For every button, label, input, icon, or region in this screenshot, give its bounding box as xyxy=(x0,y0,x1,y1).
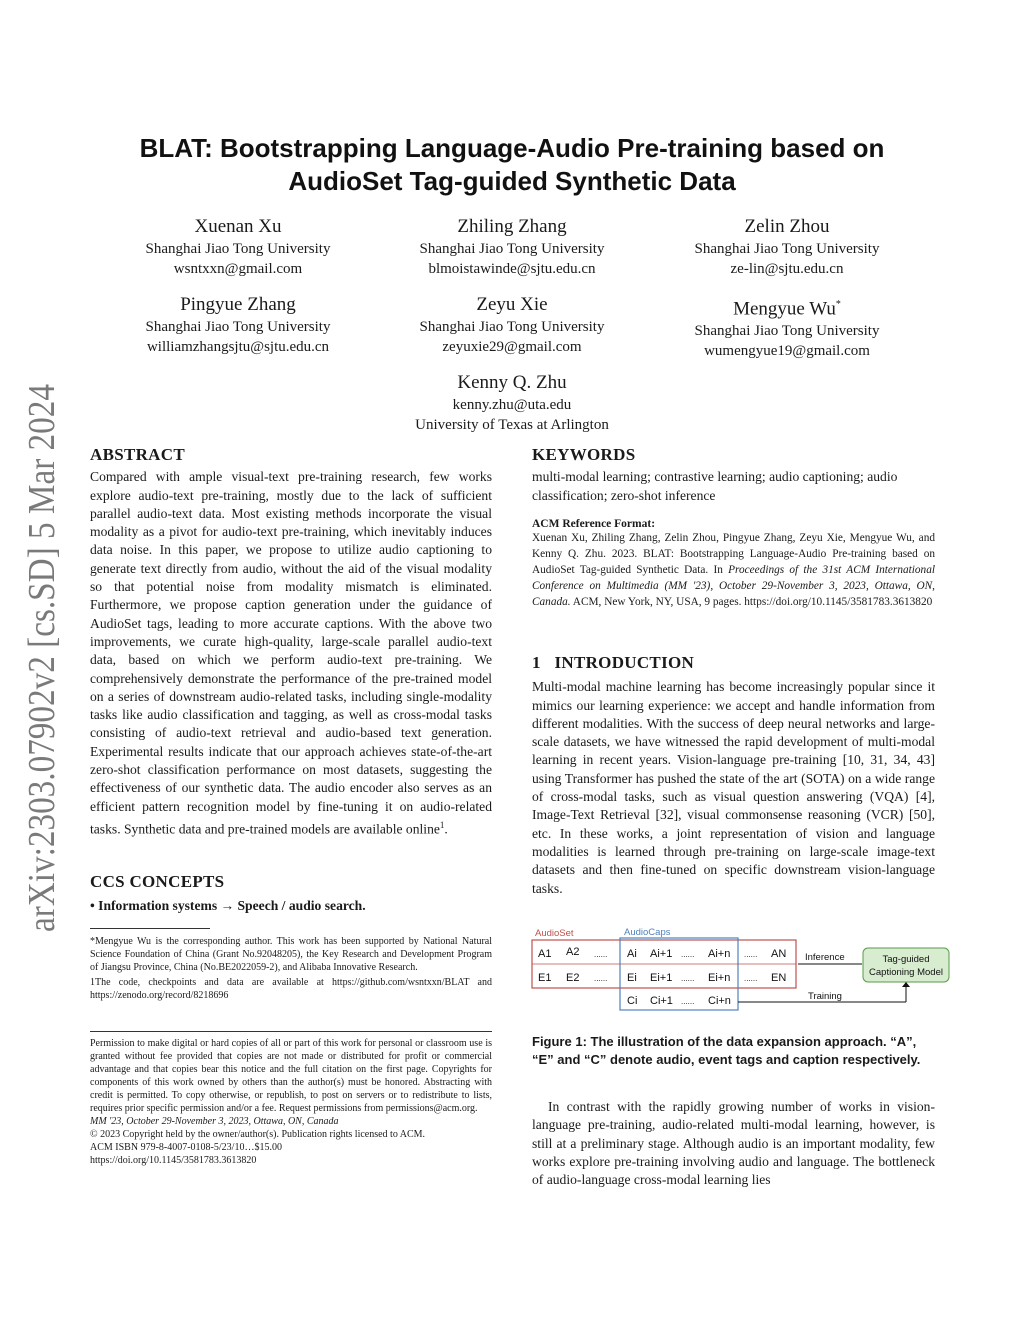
ellipsis: ...... xyxy=(681,950,695,959)
author-email[interactable]: zeyuxie29@gmail.com xyxy=(442,339,582,355)
abstract-heading: ABSTRACT xyxy=(90,445,185,464)
intro-heading: INTRODUCTION xyxy=(554,653,695,672)
event-cell: E1 xyxy=(538,972,552,984)
corresponding-marker: * xyxy=(835,299,841,310)
author-block xyxy=(88,215,388,279)
ref-text xyxy=(532,530,935,610)
ellipsis: ...... xyxy=(594,974,608,983)
figure-1-diagram xyxy=(530,924,960,1016)
keywords-heading: KEYWORDS xyxy=(532,445,636,464)
author-email[interactable]: wsntxxn@gmail.com xyxy=(173,261,303,277)
audio-cell: A2 xyxy=(566,946,580,958)
author-email[interactable]: wumengyue19@gmail.com xyxy=(704,343,870,360)
caption-row xyxy=(627,995,731,1007)
permission-block xyxy=(90,1037,492,1167)
ellipsis: ...... xyxy=(744,950,758,959)
author-affiliation: University of Texas at Arlington xyxy=(415,417,609,433)
event-cell: Ei xyxy=(627,972,637,984)
author-email[interactable]: kenny.zhu@uta.edu xyxy=(452,397,572,413)
bullet-icon: • xyxy=(90,898,95,914)
doi-link[interactable]: https://doi.org/10.1145/3581783.3613820 xyxy=(90,1155,257,1166)
footnote-code: 1The code, checkpoints and data are available at https://github.com/wsntxxn/BLAT and https://zenodo.org/record/8218696 xyxy=(90,977,492,1001)
ccs-section xyxy=(90,873,492,916)
inference-label: Inference xyxy=(805,952,845,963)
audiocaps-label: AudioCaps xyxy=(624,927,671,938)
author-block xyxy=(88,293,388,357)
arxiv-stamp xyxy=(10,380,70,940)
copyright-line: © 2023 Copyright held by the owner/author(s). Publication rights licensed to ACM. xyxy=(90,1129,426,1140)
arrow-head-icon xyxy=(902,982,910,987)
intro-heading-row xyxy=(532,654,935,672)
caption-cell: Ci xyxy=(627,995,638,1007)
audioset-label: AudioSet xyxy=(535,928,574,939)
arxiv-stamp-text: arXiv:2303.07902v2 [cs.SD] 5 Mar 2024 xyxy=(21,380,63,932)
event-cell: E2 xyxy=(566,972,580,984)
acm-reference xyxy=(532,518,935,610)
model-label-1: Tag-guided xyxy=(882,954,930,965)
ellipsis: ...... xyxy=(744,974,758,983)
author-affiliation: Shanghai Jiao Tong University xyxy=(419,241,605,257)
ellipsis: ...... xyxy=(681,974,695,983)
training-label: Training xyxy=(808,991,842,1002)
audio-row xyxy=(538,946,786,960)
author-email[interactable]: ze-lin@sjtu.edu.cn xyxy=(730,261,844,277)
keywords-text: multi-modal learning; contrastive learning; audio captioning; audio classification; zero-shot inference xyxy=(532,469,898,503)
conference-line: MM '23, October 29-November 3, 2023, Ottawa, ON, Canada xyxy=(90,1116,339,1127)
abstract-section xyxy=(90,446,492,839)
figure-1 xyxy=(530,924,960,1016)
introduction-section xyxy=(532,654,935,898)
event-cell: EN xyxy=(771,972,787,984)
author-name: Zeyu Xie xyxy=(476,294,548,315)
ccs-heading: CCS CONCEPTS xyxy=(90,872,225,891)
ccs-text: Information systems → Speech / audio search. xyxy=(98,898,366,914)
audio-cell: AN xyxy=(771,948,787,960)
author-name-wrap xyxy=(637,293,937,321)
ref-text-b: ACM, New York, NY, USA, 9 pages. https://doi.org/10.1145/3581783.3613820 xyxy=(570,596,933,608)
intro-paragraph-1: Multi-modal machine learning has become increasingly popular since it mimics our learning experience: we accept and handle information from different modalities. With the success of deep neural networks and large-scale datasets, we have witnessed the rapid development of multi-modal learning in recent years. Vision-language pre-training [10, 31, 34, 43] using Transformer has pushed the state of the art (SOTA) on a wide range of cross-modal tasks, such as visual question answering (VQA) [4], Image-Text Retrieval [32], visual commonsense reasoning (VCR) [50], etc. In these works, a joint representation of vision and language modalities is learned through pre-training on large-scale image-text datasets and then fine-tuned on specific downstream vision-language tasks. xyxy=(532,679,935,896)
author-affiliation: Shanghai Jiao Tong University xyxy=(694,323,880,340)
author-name: Kenny Q. Zhu xyxy=(457,372,567,393)
isbn-line: ACM ISBN 979-8-4007-0108-5/23/10…$15.00 xyxy=(90,1142,282,1153)
intro-continued xyxy=(532,1098,935,1189)
intro-paragraph-2: In contrast with the rapidly growing number of works in vision-language pre-training, audio-related multi-modal learning, however, is still at a preliminary stage. Although audio is an important modality, few works explore pre-training involving audio and language. The bottleneck of audio-language cross-modal learning lies xyxy=(532,1099,935,1188)
ref-text-a: Xuenan Xu, Zhiling Zhang, Zelin Zhou, Pingyue Zhang, Zeyu Xie, Mengyue Wu, and Kenny Q. Zhu. 2023. BLAT: Bootstrapping Language-Audio Pre-training based on AudioSet Tag-guided Synthetic Data. In xyxy=(532,532,935,576)
author-affiliation: Shanghai Jiao Tong University xyxy=(694,241,880,257)
audio-cell: A1 xyxy=(538,948,552,960)
footnote-corresponding: *Mengyue Wu is the corresponding author. This work has been supported by National Natural Science Foundation of China (Grant No.92048205), the Key Research and Development Program of Jiangsu Province, China (No.BE2022059-2), and Alibaba Innovative Research. xyxy=(90,936,492,973)
author-affiliation: Shanghai Jiao Tong University xyxy=(419,319,605,335)
author-affiliation: Shanghai Jiao Tong University xyxy=(145,241,331,257)
caption-cell: Ci+1 xyxy=(650,995,673,1007)
abstract-text: Compared with ample visual-text pre-training research, few works explore audio-text pre-training, mostly due to the lack of sufficient parallel audio-text data. Most existing methods incorporate the visual modality as a pivot for audio-text pre-training, which inevitably induces data noise. In this paper, we propose to utilize audio captioning to generate text directly from audio, without the aid of the visual modality so that potential noise from modality mismatch is eliminated. Furthermore, we propose caption generation under the guidance of AudioSet tags, leading to more accurate captions. With the above two improvements, we curate high-quality, large-scale parallel audio-text data, based on which we perform audio-text pre-training. We comprehensively demonstrate the performance of the pre-trained model on a series of downstream audio-related tasks, including single-modality tasks like audio classification and tagging, as well as cross-modal tasks consisting of audio-text retrieval and audio-based text generation. Experimental results indicate that our approach achieves state-of-the-art zero-shot classification performance on most datasets, suggesting the effectiveness of our synthetic data. The audio encoder also serves as an efficient pattern recognition model by fine-tuning it on audio-related tasks. Synthetic data and pre-trained models are available online xyxy=(90,469,492,837)
footnote-divider xyxy=(90,928,210,929)
ref-heading: ACM Reference Format: xyxy=(532,518,656,530)
permission-text: Permission to make digital or hard copies of all or part of this work for personal or classroom use is granted without fee provided that copies are not made or distributed for profit or commercial advantage and that copies bear this notice and the full citation on the first page. Copyrights for components of this work owned by others than the author(s) must be honored. Abstracting with credit is permitted. To copy otherwise, or republish, to post on servers or to redistribute to lists, requires prior specific permission and/or a fee. Request permissions from permissions@acm.org. xyxy=(90,1038,492,1114)
author-affiliation: Shanghai Jiao Tong University xyxy=(145,319,331,335)
ellipsis: ...... xyxy=(681,997,695,1006)
intro-number: 1 xyxy=(532,653,541,672)
author-email[interactable]: blmoistawinde@sjtu.edu.cn xyxy=(428,261,596,277)
author-name: Zelin Zhou xyxy=(744,216,830,237)
author-name: Xuenan Xu xyxy=(194,216,282,237)
ccs-item xyxy=(90,897,492,915)
audio-cell: Ai xyxy=(627,948,637,960)
figure-caption: Figure 1: The illustration of the data expansion approach. “A”, “E” and “C” denote audio, event tags and caption respectively. xyxy=(532,1034,921,1067)
permission-divider xyxy=(90,1031,492,1032)
paper-title xyxy=(90,132,934,198)
author-name: Pingyue Zhang xyxy=(180,294,296,315)
author-block xyxy=(362,371,662,435)
author-name: Zhiling Zhang xyxy=(457,216,567,237)
footnote-marker[interactable]: 1 xyxy=(439,819,445,830)
abstract-text-wrap: Compared with ample visual-text pre-training research, few works explore audio-text pre-training, mostly due to the lack of sufficient parallel audio-text data. Most existing methods incorporate the visual modality as a pivot for audio-text pre-training, which inevitably induces data noise. In this paper, we propose to utilize audio captioning to generate text directly from audio, without the aid of the visual modality so that potential noise from modality mismatch is eliminated. Furthermore, we propose caption generation under the guidance of AudioSet tags, leading to more accurate captions. With the above two improvements, we curate high-quality, large-scale parallel audio-text data, based on which we perform audio-text pre-training. We comprehensively demonstrate the performance of the pre-trained model on a series of downstream audio-related tasks, including single-modality tasks like audio classification and tagging, as well as cross-modal tasks consisting of audio-text retrieval and audio-based text generation. Experimental results indicate that our approach achieves state-of-the-art zero-shot classification performance on most datasets, suggesting the effectiveness of our synthetic data. The audio encoder also serves as an efficient pattern recognition model by fine-tuning it on audio-related tasks. Synthetic data and pre-trained models are available online$^1$. xyxy=(90,469,492,837)
title-line-2: AudioSet Tag-guided Synthetic Data xyxy=(288,166,736,196)
keywords-section xyxy=(532,446,935,505)
ellipsis: ...... xyxy=(594,950,608,959)
caption-cell: Ci+n xyxy=(708,995,731,1007)
event-cell: Ei+1 xyxy=(650,972,673,984)
author-email[interactable]: williamzhangsjtu@sjtu.edu.cn xyxy=(146,339,330,355)
author-block xyxy=(637,215,937,279)
ref-text-italic: Proceedings of the 31st ACM International Conference on Multimedia (MM '23), October 29-November 3, 2023, Ottawa, ON, Canada. xyxy=(532,564,935,608)
model-label-2: Captioning Model xyxy=(869,967,943,978)
author-block xyxy=(362,293,662,357)
author-name: Mengyue Wu xyxy=(733,298,836,320)
title-line-1: BLAT: Bootstrapping Language-Audio Pre-training based on xyxy=(139,133,885,163)
author-block xyxy=(637,293,937,361)
audio-cell: Ai+n xyxy=(708,948,731,960)
audio-cell: Ai+1 xyxy=(650,948,673,960)
event-row xyxy=(538,972,786,984)
author-block xyxy=(362,215,662,279)
event-cell: Ei+n xyxy=(708,972,731,984)
footnotes xyxy=(90,935,492,1002)
